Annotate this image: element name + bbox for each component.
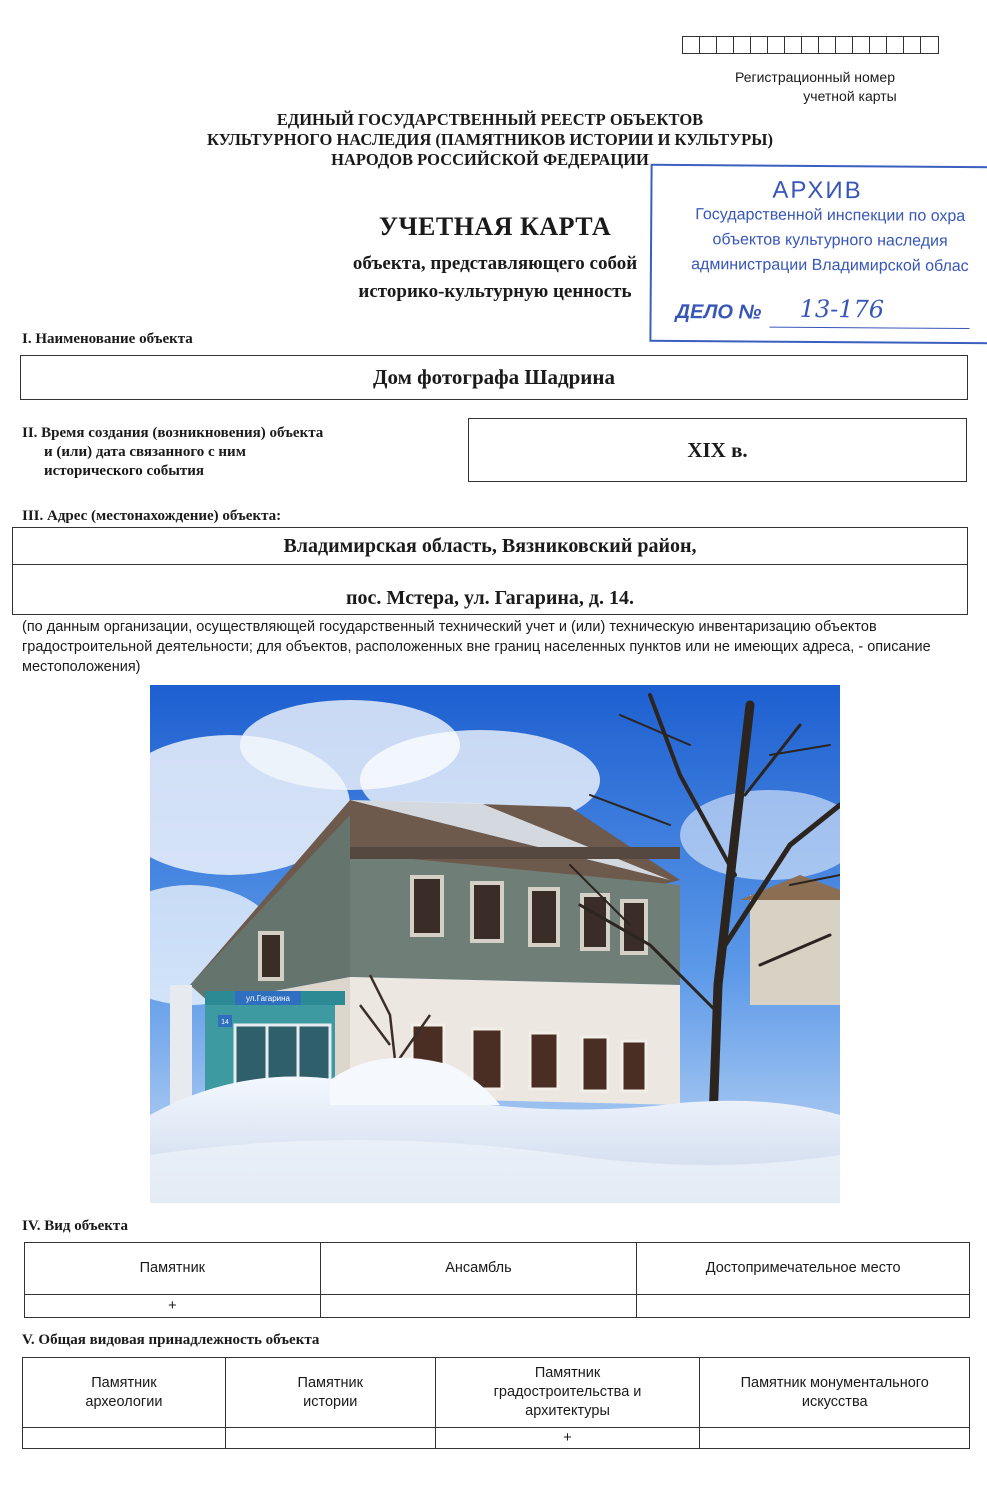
- object-category-mark: [23, 1428, 226, 1449]
- registry-heading-line3: НАРОДОВ РОССИЙСКОЙ ФЕДЕРАЦИИ: [331, 150, 649, 169]
- object-type-mark: [320, 1295, 637, 1318]
- registration-cell: [802, 37, 819, 53]
- object-name-box: [20, 355, 968, 400]
- object-category-header-text: Памятник монументального искусства: [740, 1374, 929, 1410]
- registry-heading: [100, 110, 880, 170]
- object-category-header: [23, 1358, 226, 1428]
- address-line1: [13, 528, 967, 565]
- address-line1-text: Владимирская область, Вязниковский район,: [283, 534, 697, 557]
- object-category-header: [435, 1358, 700, 1428]
- object-name-value: Дом фотографа Шадрина: [373, 365, 615, 389]
- registration-label-line2: учетной карты: [803, 88, 897, 104]
- object-type-header: [637, 1243, 970, 1295]
- object-category-header-text: Памятник градостроительства и архитектуры: [493, 1365, 642, 1419]
- section4-label: IV. Вид объекта: [22, 1218, 128, 1234]
- object-type-header: [320, 1243, 637, 1295]
- section1-label: I. Наименование объекта: [22, 331, 193, 347]
- object-category-header: [700, 1358, 970, 1428]
- registration-number-grid: [682, 36, 939, 54]
- section2-label: [22, 424, 323, 481]
- stamp-title: АРХИВ: [772, 176, 863, 205]
- section5-label: V. Общая видовая принадлежность объекта: [22, 1332, 320, 1348]
- object-type-mark: [637, 1295, 970, 1318]
- object-type-header-text: Достопримечательное место: [705, 1260, 901, 1276]
- section2-label-line3: исторического события: [44, 463, 205, 479]
- registration-cell: [887, 37, 904, 53]
- object-type-mark: [25, 1295, 321, 1318]
- object-category-header-text: Памятник археологии: [85, 1374, 163, 1410]
- object-category-mark-text: +: [563, 1429, 572, 1446]
- card-subtitle-line2: историко-культурную ценность: [358, 281, 632, 302]
- registration-cell: [853, 37, 870, 53]
- stamp-underline: [769, 327, 969, 329]
- registration-cell: [904, 37, 921, 53]
- registration-cell: [785, 37, 802, 53]
- registry-heading-line1: ЕДИНЫЙ ГОСУДАРСТВЕННЫЙ РЕЕСТР ОБЪЕКТОВ: [276, 110, 704, 129]
- stamp-line2: объектов культурного наследия: [712, 231, 948, 250]
- registration-cell: [819, 37, 836, 53]
- object-type-mark-text: +: [168, 1297, 177, 1314]
- card-title: УЧЕТНАЯ КАРТА: [378, 212, 612, 241]
- registration-cell: [734, 37, 751, 53]
- creation-time-value: XIX в.: [687, 437, 748, 462]
- registration-number-label: [700, 68, 930, 106]
- address-line2-text: пос. Мстера, ул. Гагарина, д. 14.: [345, 587, 635, 609]
- registration-cell: [768, 37, 785, 53]
- registration-cell: [717, 37, 734, 53]
- street-sign-text: ул.Гагарина: [245, 994, 291, 1003]
- address-note: (по данным организации, осуществляющей государственный технический учет и (или) техническую инвентаризацию объектов градостроительной деятельности; для объектов, расположенных вне границ населенных пунктов или не имеющих адреса, - описание местоположения): [22, 619, 931, 675]
- registry-heading-line2: КУЛЬТУРНОГО НАСЛЕДИЯ (ПАМЯТНИКОВ ИСТОРИИ И КУЛЬТУРЫ): [207, 130, 773, 149]
- registration-cell: [751, 37, 768, 53]
- object-type-table: [24, 1242, 970, 1318]
- registration-cell: [921, 37, 938, 53]
- house-photo: [150, 685, 840, 1203]
- registration-cell: [870, 37, 887, 53]
- stamp-case-label: ДЕЛО №: [675, 300, 762, 324]
- object-type-header-text: Памятник: [139, 1260, 206, 1276]
- house-number-text: 14: [221, 1019, 229, 1026]
- card-subtitle: [270, 250, 720, 306]
- registration-label-line1: Регистрационный номер: [735, 69, 895, 85]
- stamp-line1: Государственной инспекции по охра: [695, 206, 966, 225]
- section2-label-line1: II. Время создания (возникновения) объекта: [22, 425, 324, 441]
- stamp-case-number: 13-176: [799, 294, 885, 324]
- object-category-mark: [435, 1428, 700, 1449]
- creation-time-box: [468, 418, 967, 482]
- section2-label-line2: и (или) дата связанного с ним: [44, 444, 246, 460]
- address-box: [12, 527, 968, 615]
- registration-cell: [683, 37, 700, 53]
- card-subtitle-line1: объекта, представляющего собой: [352, 253, 638, 274]
- registration-cell: [700, 37, 717, 53]
- object-category-header: [225, 1358, 435, 1428]
- object-category-mark: [700, 1428, 970, 1449]
- object-type-header: [25, 1243, 321, 1295]
- address-line2: [13, 565, 967, 616]
- object-type-header-text: Ансамбль: [445, 1260, 512, 1276]
- stamp-line3: администрации Владимирской облас: [691, 256, 969, 276]
- section3-label: III. Адрес (местонахождение) объекта:: [22, 508, 282, 524]
- object-category-header-text: Памятник истории: [297, 1374, 363, 1410]
- object-category-table: [22, 1357, 970, 1449]
- object-category-mark: [225, 1428, 435, 1449]
- registration-cell: [836, 37, 853, 53]
